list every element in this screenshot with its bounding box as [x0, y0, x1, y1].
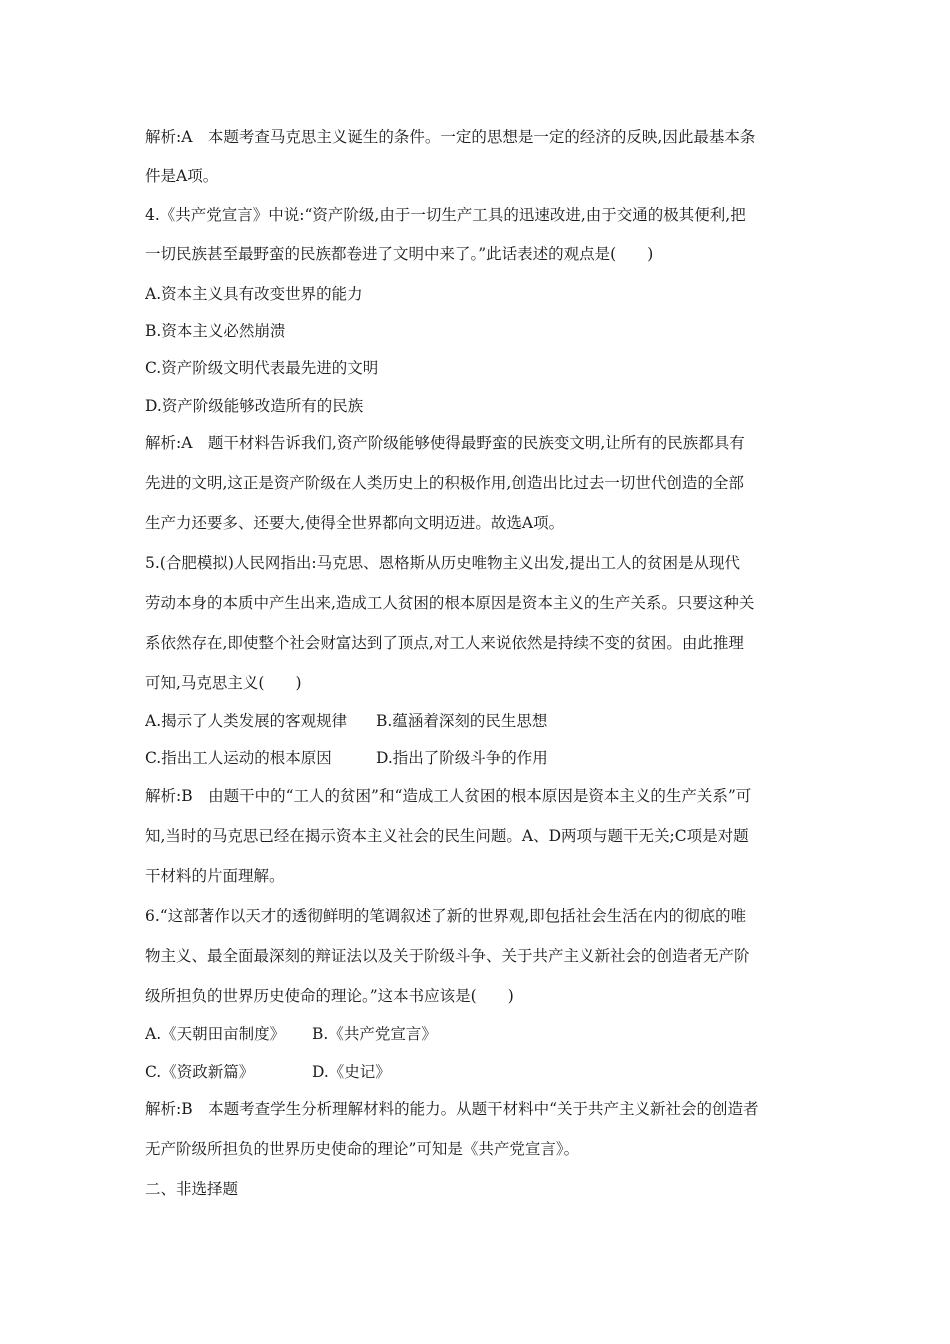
q5-option-d: D.指出了阶级斗争的作用	[376, 749, 548, 767]
q4-option-d: D.资产阶级能够改造所有的民族	[145, 397, 364, 415]
q4-option-a: A.资本主义具有改变世界的能力	[145, 285, 363, 303]
q4-option-c: C.资产阶级文明代表最先进的文明	[145, 359, 379, 377]
q6-options-row-1	[145, 1023, 815, 1045]
q4-stem-line-2: 一切民族甚至最野蛮的民族都卷进了文明中来了。”此话表述的观点是( )	[145, 245, 654, 263]
q6-option-b: B.《共产党宣言》	[312, 1025, 437, 1043]
q6-stem-line-1: 6.“这部著作以天才的透彻鲜明的笔调叙述了新的世界观,即包括社会生活在内的彻底的唯	[145, 907, 747, 925]
q6-option-c: C.《资政新篇》	[145, 1063, 255, 1081]
q4-answer-line-2: 先进的文明,这正是资产阶级在人类历史上的积极作用,创造出比过去一切世代创造的全部	[145, 474, 744, 492]
q6-option-a: A.《天朝田亩制度》	[145, 1025, 286, 1043]
q5-answer-line-2: 知,当时的马克思已经在揭示资本主义社会的民生问题。A、D两项与题干无关;C项是对题	[145, 827, 749, 845]
q3-answer-line-1: 解析:A 本题考查马克思主义诞生的条件。一定的思想是一定的经济的反映,因此最基本条	[145, 128, 756, 146]
q5-stem-line-4: 可知,马克思主义( )	[145, 674, 302, 692]
q5-stem-line-1: 5.(合肥模拟)人民网指出:马克思、恩格斯从历史唯物主义出发,提出工人的贫困是从现代	[145, 554, 741, 572]
q4-answer-line-1: 解析:A 题干材料告诉我们,资产阶级能够使得最野蛮的民族变文明,让所有的民族都具有	[145, 434, 745, 452]
q5-options-row-2	[145, 747, 815, 769]
q6-answer-line-2: 无产阶级所担负的世界历史使命的理论”可知是《共产党宣言》。	[145, 1140, 580, 1158]
q4-stem-line-1: 4.《共产党宣言》中说:“资产阶级,由于一切生产工具的迅速改进,由于交通的极其便利,把	[145, 206, 746, 224]
q5-answer-line-3: 干材料的片面理解。	[145, 867, 285, 885]
q6-answer-line-1: 解析:B 本题考查学生分析理解材料的能力。从题干材料中“关于共产主义新社会的创造者	[145, 1100, 759, 1118]
q5-option-b: B.蕴涵着深刻的民生思想	[376, 712, 548, 730]
q5-option-c: C.指出工人运动的根本原因	[145, 749, 332, 767]
section-heading: 二、非选择题	[145, 1180, 239, 1198]
q4-answer-line-3: 生产力还要多、还要大,使得全世界都向文明迈进。故选A项。	[145, 514, 565, 532]
q5-options-row-1	[145, 710, 815, 732]
q4-option-b: B.资本主义必然崩溃	[145, 322, 286, 340]
q5-option-a: A.揭示了人类发展的客观规律	[145, 712, 348, 730]
q6-stem-line-2: 物主义、最全面最深刻的辩证法以及关于阶级斗争、关于共产主义新社会的创造者无产阶	[145, 947, 750, 965]
q5-stem-line-2: 劳动本身的本质中产生出来,造成工人贫困的根本原因是资本主义的生产关系。只要这种关	[145, 594, 755, 612]
q6-options-row-2	[145, 1061, 815, 1083]
q5-stem-line-3: 系依然存在,即使整个社会财富达到了顶点,对工人来说依然是持续不变的贫困。由此推理	[145, 634, 744, 652]
q6-stem-line-3: 级所担负的世界历史使命的理论。”这本书应该是( )	[145, 987, 514, 1005]
q3-answer-line-2: 件是A项。	[145, 167, 219, 185]
q5-answer-line-1: 解析:B 由题干中的“工人的贫困”和“造成工人贫困的根本原因是资本主义的生产关系”可	[145, 787, 752, 805]
q6-option-d: D.《史记》	[312, 1063, 391, 1081]
